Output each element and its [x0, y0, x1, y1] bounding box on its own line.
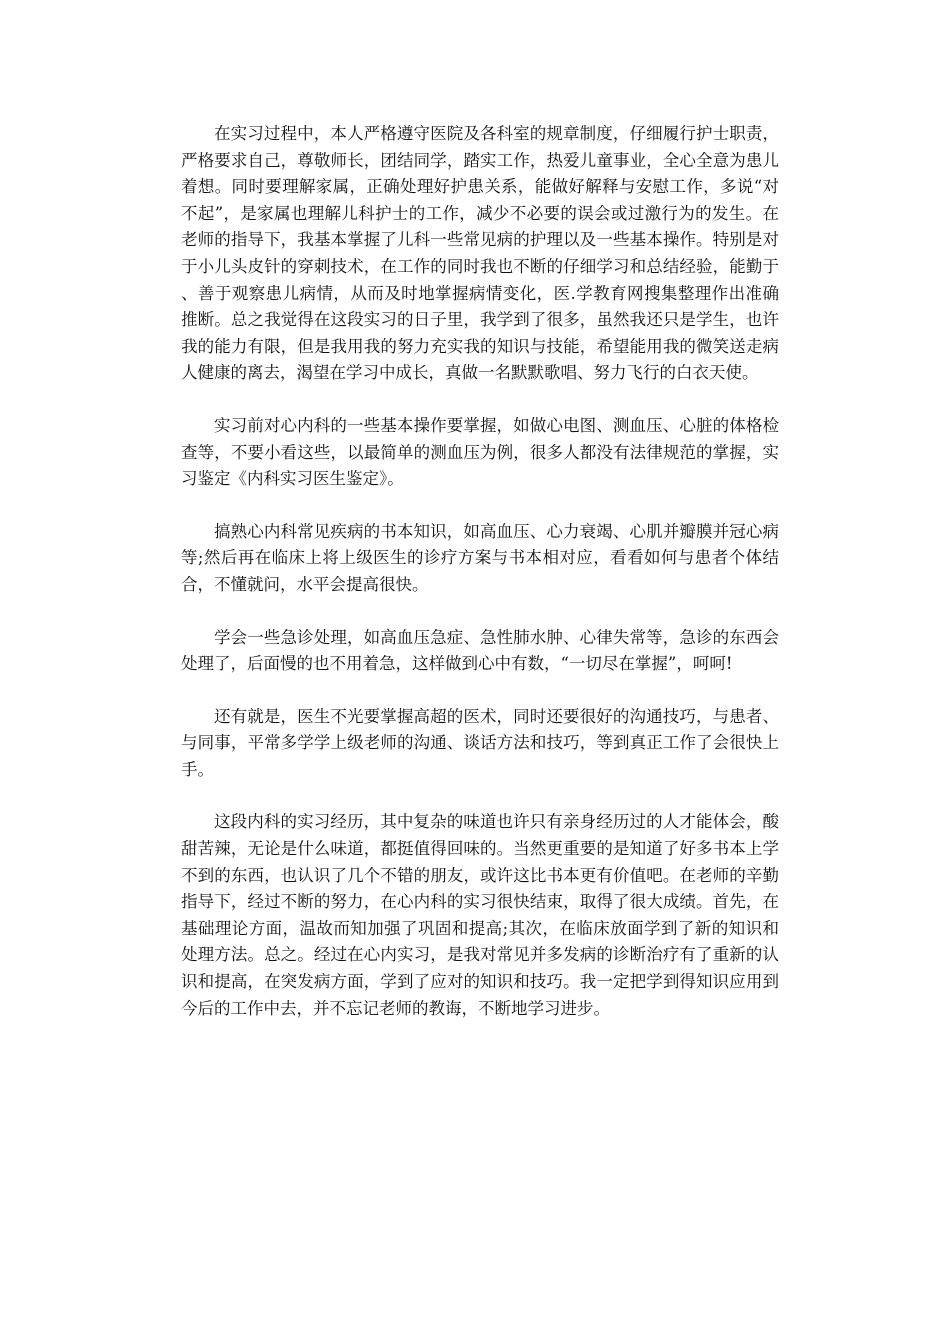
paragraph-common-diseases: 搞熟心内科常见疾病的书本知识，如高血压、心力衰竭、心肌并瓣膜并冠心病等;然后再在临床上将上级医生的诊疗方案与书本相对应，看看如何与患者个体结合，不懂就问，水平会提高很快。 [181, 521, 779, 594]
document-body [181, 121, 779, 1048]
paragraph-emergency-handling: 学会一些急诊处理，如高血压急症、急性肺水肿、心律失常等，急诊的东西会处理了，后面慢的也不用着急，这样做到心中有数，“一切尽在掌握”，呵呵! [181, 627, 779, 674]
paragraph-pediatrics-internship: 在实习过程中，本人严格遵守医院及各科室的规章制度，仔细履行护士职责，严格要求自己，尊敬师长，团结同学，踏实工作，热爱儿童事业，全心全意为患儿着想。同时要理解家属，正确处理好护患关系，能做好解释与安慰工作，多说“对不起”，是家属也理解儿科护士的工作，减少不必要的误会或过激行为的发生。在老师的指导下，我基本掌握了儿科一些常见病的护理以及一些基本操作。特别是对于小儿头皮针的穿刺技术，在工作的同时我也不断的仔细学习和总结经验，能勤于、善于观察患儿病情，从而及时地掌握病情变化，医.学教育网搜集整理作出准确推断。总之我觉得在这段实习的日子里，我学到了很多，虽然我还只是学生，也许我的能力有限，但是我用我的努力充实我的知识与技能，希望能用我的微笑送走病人健康的离去，渴望在学习中成长，真做一名默默歌唱、努力飞行的白衣天使。 [181, 124, 779, 383]
paragraph-basic-operations: 实习前对心内科的一些基本操作要掌握，如做心电图、测血压、心脏的体格检查等，不要小看这些，以最简单的测血压为例，很多人都没有法律规范的掌握，实习鉴定《内科实习医生鉴定》。 [181, 415, 779, 489]
paragraph-summary: 这段内科的实习经历，其中复杂的味道也许只有亲身经历过的人才能体会，酸甜苦辣，无论是什么味道，都挺值得回味的。当然更重要的是知道了好多书本上学不到的东西，也认识了几个不错的朋友，或许这比书本更有价值吧。在老师的辛勤指导下，经过不断的努力，在心内科的实习很快结束，取得了很大成绩。首先，在基础理论方面，温故而知加强了巩固和提高;其次，在临床放面学到了新的知识和处理方法。总之。经过在心内实习，是我对常见并多发病的诊断治疗有了重新的认识和提高，在突发病方面，学到了应对的知识和技巧。我一定把学到得知识应用到今后的工作中去，并不忘记老师的教诲，不断地学习进步。 [181, 812, 779, 1018]
paragraph-communication-skills: 还有就是，医生不光要掌握高超的医术，同时还要很好的沟通技巧，与患者、与同事，平常多学学上级老师的沟通、谈话方法和技巧，等到真正工作了会很快上手。 [181, 706, 779, 779]
